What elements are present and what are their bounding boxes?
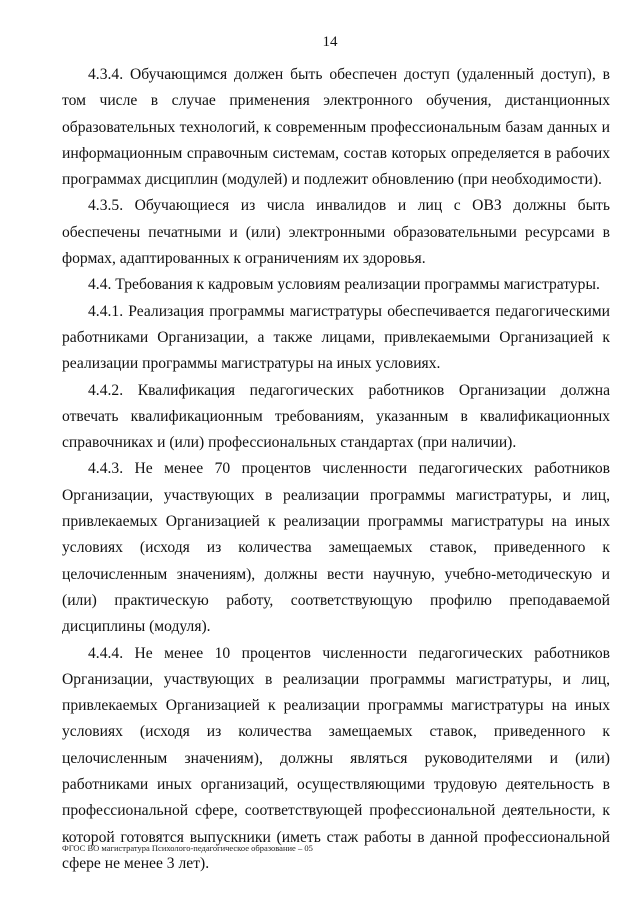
page-number: 14 (322, 34, 338, 50)
paragraph-4-4-2: 4.4.2. Квалификация педагогических работников Организации должна отвечать квалификационным требованиям, указанным в квалификационных справочниках и (или) профессиональных стандартах (при наличии). (62, 381, 610, 452)
paragraph-4-3-4: 4.3.4. Обучающимся должен быть обеспечен доступ (удаленный доступ), в том числе в случае применения электронного обучения, дистанционных образовательных технологий, к современным профессиональным базам данных и информационным справочным системам, состав которых определяется в рабочих программах дисциплин (модулей) и подлежит обновлению (при необходимости). (62, 66, 610, 189)
document-body (62, 62, 610, 877)
paragraph-4-3-5: 4.3.5. Обучающиеся из числа инвалидов и лиц с ОВЗ должны быть обеспечены печатными и (или) электронными образовательными ресурсами в формах, адаптированных к ограничениям их здоровья. (62, 197, 610, 268)
paragraph-4-4-3: 4.4.3. Не менее 70 процентов численности педагогических работников Организации, участвующих в реализации программы магистратуры, и лиц, привлекаемых Организацией к реализации программы магистратуры на иных условиях (исходя из количества замещаемых ставок, приведенного к целочисленным значениям), должны вести научную, учебно-методическую и (или) практическую работу, соответствующую профилю преподаваемой дисциплины (модуля). (62, 460, 610, 636)
paragraph-4-4-1: 4.4.1. Реализация программы магистратуры обеспечивается педагогическими работниками Организации, а также лицами, привлекаемыми Организацией к реализации программы магистратуры на иных условиях. (62, 302, 610, 373)
paragraph-4-4: 4.4. Требования к кадровым условиям реализации программы магистратуры. (88, 276, 600, 294)
paragraph-4-4-4: 4.4.4. Не менее 10 процентов численности педагогических работников Организации, участвующих в реализации программы магистратуры, и лиц, привлекаемых Организацией к реализации программы магистратуры на иных условиях (исходя из количества замещаемых ставок, приведенного к целочисленным значениям), должны являться руководителями и (или) работниками иных организаций, осуществляющими трудовую деятельность в профессиональной сфере, соответствующей профессиональной деятельности, к которой готовятся выпускники (иметь стаж работы в данной профессиональной сфере не менее 3 лет). (62, 644, 610, 872)
footer-note: ФГОС ВО магистратура Психолого-педагогическое образование – 05 (62, 843, 313, 853)
